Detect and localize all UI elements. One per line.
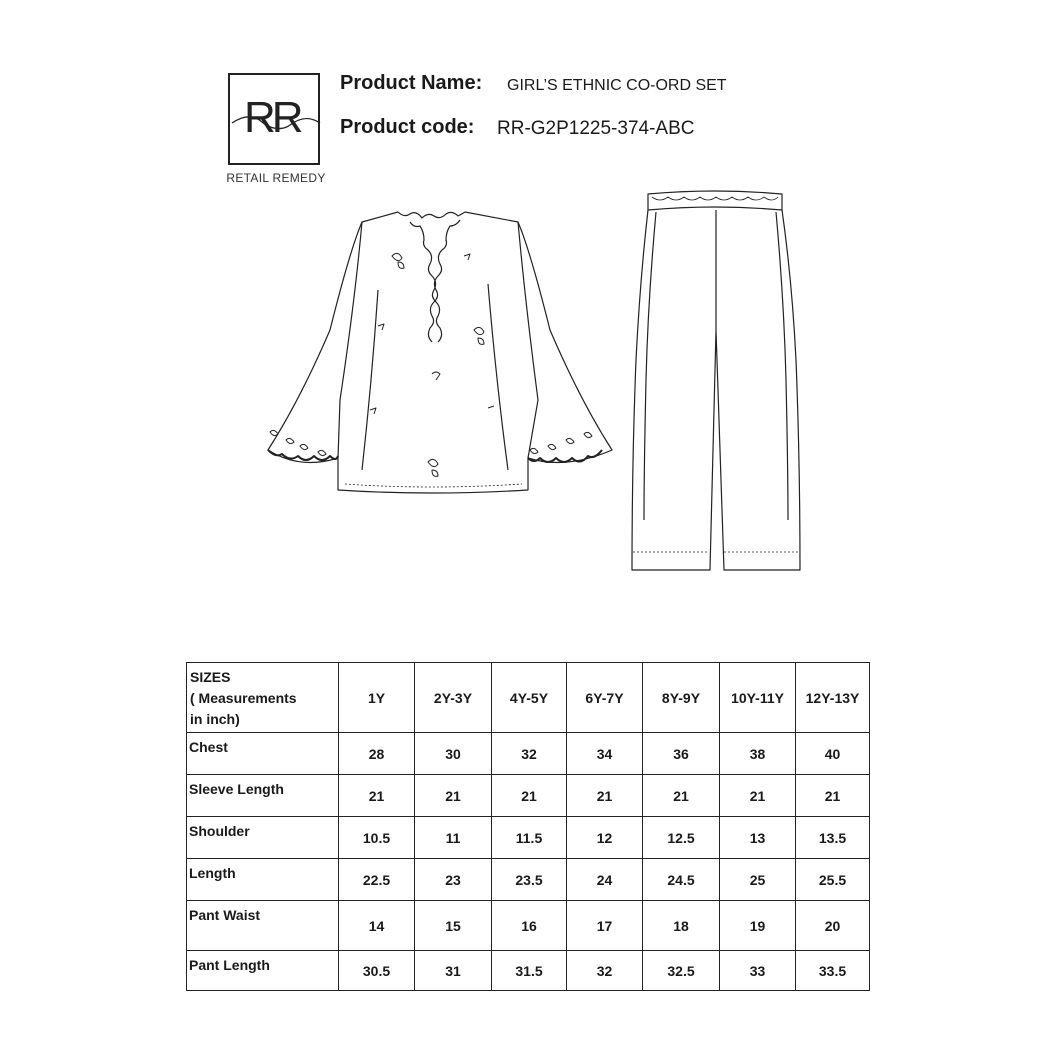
measurement-value: 23 [415, 859, 492, 901]
measurement-value: 12 [567, 817, 643, 859]
measurement-value: 31.5 [492, 951, 567, 991]
size-column-header: 1Y [339, 663, 415, 733]
measurement-value: 19 [720, 901, 796, 951]
measurement-value: 40 [796, 733, 870, 775]
measurement-value: 32.5 [643, 951, 720, 991]
table-row [187, 817, 870, 859]
measurement-value: 32 [567, 951, 643, 991]
size-header-line: in inch) [190, 711, 240, 727]
measurement-value: 21 [415, 775, 492, 817]
measurement-value: 36 [643, 733, 720, 775]
measurement-value: 33.5 [796, 951, 870, 991]
measurement-value: 17 [567, 901, 643, 951]
table-row [187, 859, 870, 901]
measurement-value: 22.5 [339, 859, 415, 901]
measurement-value: 25.5 [796, 859, 870, 901]
measurement-value: 31 [415, 951, 492, 991]
measurement-value: 15 [415, 901, 492, 951]
measurement-value: 14 [339, 901, 415, 951]
measurement-value: 18 [643, 901, 720, 951]
size-column-header: 2Y-3Y [415, 663, 492, 733]
size-column-header: 4Y-5Y [492, 663, 567, 733]
product-code-label: Product code: [340, 116, 475, 138]
size-header-label [187, 663, 339, 733]
measurement-value: 16 [492, 901, 567, 951]
table-row [187, 775, 870, 817]
measurement-value: 30 [415, 733, 492, 775]
measurement-value: 24 [567, 859, 643, 901]
measurement-value: 21 [339, 775, 415, 817]
size-header-line: ( Measurements [190, 690, 297, 706]
measurement-label: Chest [187, 733, 339, 775]
measurement-value: 10.5 [339, 817, 415, 859]
size-column-header: 12Y-13Y [796, 663, 870, 733]
pant-sketch [632, 191, 800, 570]
measurement-value: 21 [643, 775, 720, 817]
measurement-value: 21 [567, 775, 643, 817]
measurement-value: 34 [567, 733, 643, 775]
measurement-value: 28 [339, 733, 415, 775]
measurement-label: Length [187, 859, 339, 901]
size-column-header: 10Y-11Y [720, 663, 796, 733]
measurement-value: 23.5 [492, 859, 567, 901]
product-name-value: GIRL’S ETHNIC CO-ORD SET [507, 77, 727, 94]
table-row [187, 733, 870, 775]
product-code-value: RR-G2P1225-374-ABC [497, 118, 695, 139]
measurement-value: 21 [492, 775, 567, 817]
measurement-value: 38 [720, 733, 796, 775]
measurement-value: 13 [720, 817, 796, 859]
measurement-value: 30.5 [339, 951, 415, 991]
measurement-label: Pant Length [187, 951, 339, 991]
size-header-line: SIZES [190, 669, 231, 685]
measurement-value: 21 [720, 775, 796, 817]
measurement-value: 12.5 [643, 817, 720, 859]
size-column-header: 6Y-7Y [567, 663, 643, 733]
product-name-label: Product Name: [340, 72, 483, 94]
table-row [187, 951, 870, 991]
logo-monogram: RR [244, 93, 300, 142]
measurement-value: 11 [415, 817, 492, 859]
measurement-label: Sleeve Length [187, 775, 339, 817]
kurta-top-sketch [268, 212, 612, 493]
measurement-value: 13.5 [796, 817, 870, 859]
measurement-value: 20 [796, 901, 870, 951]
measurement-value: 32 [492, 733, 567, 775]
table-row [187, 901, 870, 951]
logo-caption: RETAIL REMEDY [226, 171, 326, 185]
measurement-value: 24.5 [643, 859, 720, 901]
measurement-label: Shoulder [187, 817, 339, 859]
size-chart-table [186, 662, 870, 991]
size-column-header: 8Y-9Y [643, 663, 720, 733]
measurement-value: 33 [720, 951, 796, 991]
measurement-value: 21 [796, 775, 870, 817]
measurement-label: Pant Waist [187, 901, 339, 951]
measurement-value: 11.5 [492, 817, 567, 859]
measurement-value: 25 [720, 859, 796, 901]
